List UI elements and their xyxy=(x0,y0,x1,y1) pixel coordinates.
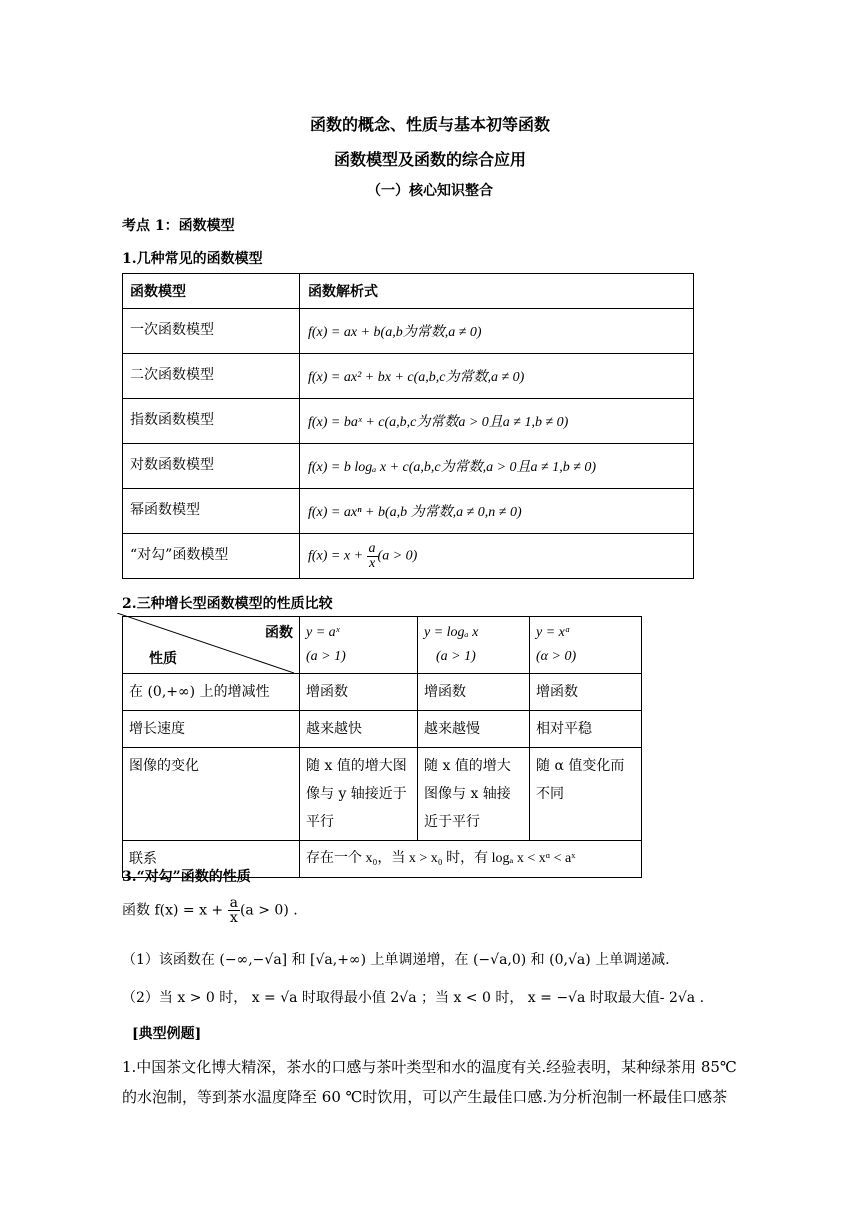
paragraph-monotonicity: （1）该函数在 (−∞,−√a] 和 [√a,+∞) 上单调递增，在 (−√a,0) 和 (0,√a) 上单调递减. xyxy=(122,952,670,968)
diagonal-header xyxy=(123,617,299,669)
property-value: 相对平稳 xyxy=(530,711,642,748)
model-formula: f(x) = ax + b(a,b为常数,a ≠ 0) xyxy=(300,309,694,354)
table-row xyxy=(123,489,694,534)
fraction-denominator: x xyxy=(229,910,238,926)
property-label: 联系 xyxy=(123,841,300,878)
model-formula: f(x) = ax² + bx + c(a,b,c为常数,a ≠ 0) xyxy=(300,354,694,399)
formula-suffix: (a > 0) xyxy=(377,548,418,564)
property-value: 增函数 xyxy=(530,674,642,711)
example-text: 1.中国茶文化博大精深，茶水的口感与茶叶类型和水的温度有关.经验表明，某种绿茶用 85℃ xyxy=(122,1058,737,1076)
fraction-denominator: x xyxy=(368,555,376,571)
table-header-cell: 函数解析式 xyxy=(300,274,694,309)
property-value: 越来越慢 xyxy=(418,711,530,748)
property-label: 增长速度 xyxy=(123,711,300,748)
property-value: 增函数 xyxy=(418,674,530,711)
fraction xyxy=(228,896,240,925)
section-heading: 考点 1：函数模型 xyxy=(122,218,235,234)
table-row xyxy=(123,534,694,579)
model-name: 指数函数模型 xyxy=(123,399,300,444)
model-formula: f(x) = baˣ + c(a,b,c为常数a > 0且a ≠ 1,b ≠ 0) xyxy=(300,399,694,444)
property-value: 随 α 值变化而不同 xyxy=(530,748,642,841)
table-row xyxy=(123,444,694,489)
table-row xyxy=(123,711,642,748)
property-label: 在 (0,+∞) 上的增减性 xyxy=(123,674,300,711)
model-formula xyxy=(300,534,694,579)
diagonal-header-cell xyxy=(123,617,300,674)
property-label: 图像的变化 xyxy=(123,748,300,841)
function-models-table xyxy=(122,273,694,579)
section-title: （一）核心知识整合 xyxy=(367,183,493,199)
example-heading: [典型例题] xyxy=(132,1026,202,1042)
corner-label-top: 函数 xyxy=(265,625,293,641)
table-header-cell: 函数模型 xyxy=(123,274,300,309)
model-name: 幂函数模型 xyxy=(123,489,300,534)
property-value: 随 x 值的增大图像与 x 轴接近于平行 xyxy=(418,748,530,841)
model-name: 一次函数模型 xyxy=(123,309,300,354)
paragraph-text: (a > 0) . xyxy=(239,902,298,919)
paragraph-text: 函数 f(x) = x + xyxy=(122,902,228,919)
fraction-numerator: a xyxy=(368,540,376,556)
property-value: 越来越快 xyxy=(300,711,418,748)
model-name: “对勾”函数模型 xyxy=(123,534,300,579)
model-formula: f(x) = b logₐ x + c(a,b,c为常数,a > 0且a ≠ 1,b ≠ 0) xyxy=(300,444,694,489)
table-header-row xyxy=(123,274,694,309)
function-header-cell xyxy=(418,617,530,674)
property-value: 随 x 值的增大图像与 y 轴接近于平行 xyxy=(300,748,418,841)
function-condition: (α > 0) xyxy=(536,649,577,664)
function-formula: y = aˣ xyxy=(306,625,340,640)
function-formula: y = xᵅ xyxy=(536,625,571,640)
table-row xyxy=(123,674,642,711)
table-header-row xyxy=(123,617,642,674)
function-condition: (a > 1) xyxy=(436,649,476,664)
model-name: 对数函数模型 xyxy=(123,444,300,489)
fraction-numerator: a xyxy=(229,895,238,911)
model-formula: f(x) = axⁿ + b(a,b 为常数,a ≠ 0,n ≠ 0) xyxy=(300,489,694,534)
model-name: 二次函数模型 xyxy=(123,354,300,399)
fraction xyxy=(367,542,378,571)
growth-comparison-table xyxy=(122,616,642,878)
table-row xyxy=(123,309,694,354)
paragraph-extremum: （2）当 x > 0 时， x = √a 时取得最小值 2√a ；当 x < 0 时， x = −√a 时取最大值- 2√a . xyxy=(122,990,705,1006)
function-header-cell xyxy=(300,617,418,674)
table-row xyxy=(123,748,642,841)
function-formula: y = logₐ x xyxy=(424,625,479,640)
function-header-cell xyxy=(530,617,642,674)
subsection-heading: 1.几种常见的函数模型 xyxy=(122,251,263,267)
corner-label-bottom: 性质 xyxy=(149,651,177,667)
paragraph-function xyxy=(122,896,298,925)
subsection-heading: 2.三种增长型函数模型的性质比较 xyxy=(122,596,333,612)
example-text: 的水泡制，等到茶水温度降至 60 ℃时饮用，可以产生最佳口感.为分析泡制一杯最佳口感茶 xyxy=(122,1088,728,1106)
sub-title: 函数模型及函数的综合应用 xyxy=(333,150,526,169)
formula-prefix: f(x) = x + xyxy=(308,548,367,564)
function-condition: (a > 1) xyxy=(306,649,346,664)
table-row xyxy=(123,399,694,444)
table-row xyxy=(123,354,694,399)
property-value: 增函数 xyxy=(300,674,418,711)
subsection-heading: 3.“对勾”函数的性质 xyxy=(122,869,251,885)
relation-cell: 存在一个 x₀，当 x > x₀ 时，有 logₐ x < xᵅ < aˣ xyxy=(300,841,642,878)
main-title: 函数的概念、性质与基本初等函数 xyxy=(309,115,550,134)
